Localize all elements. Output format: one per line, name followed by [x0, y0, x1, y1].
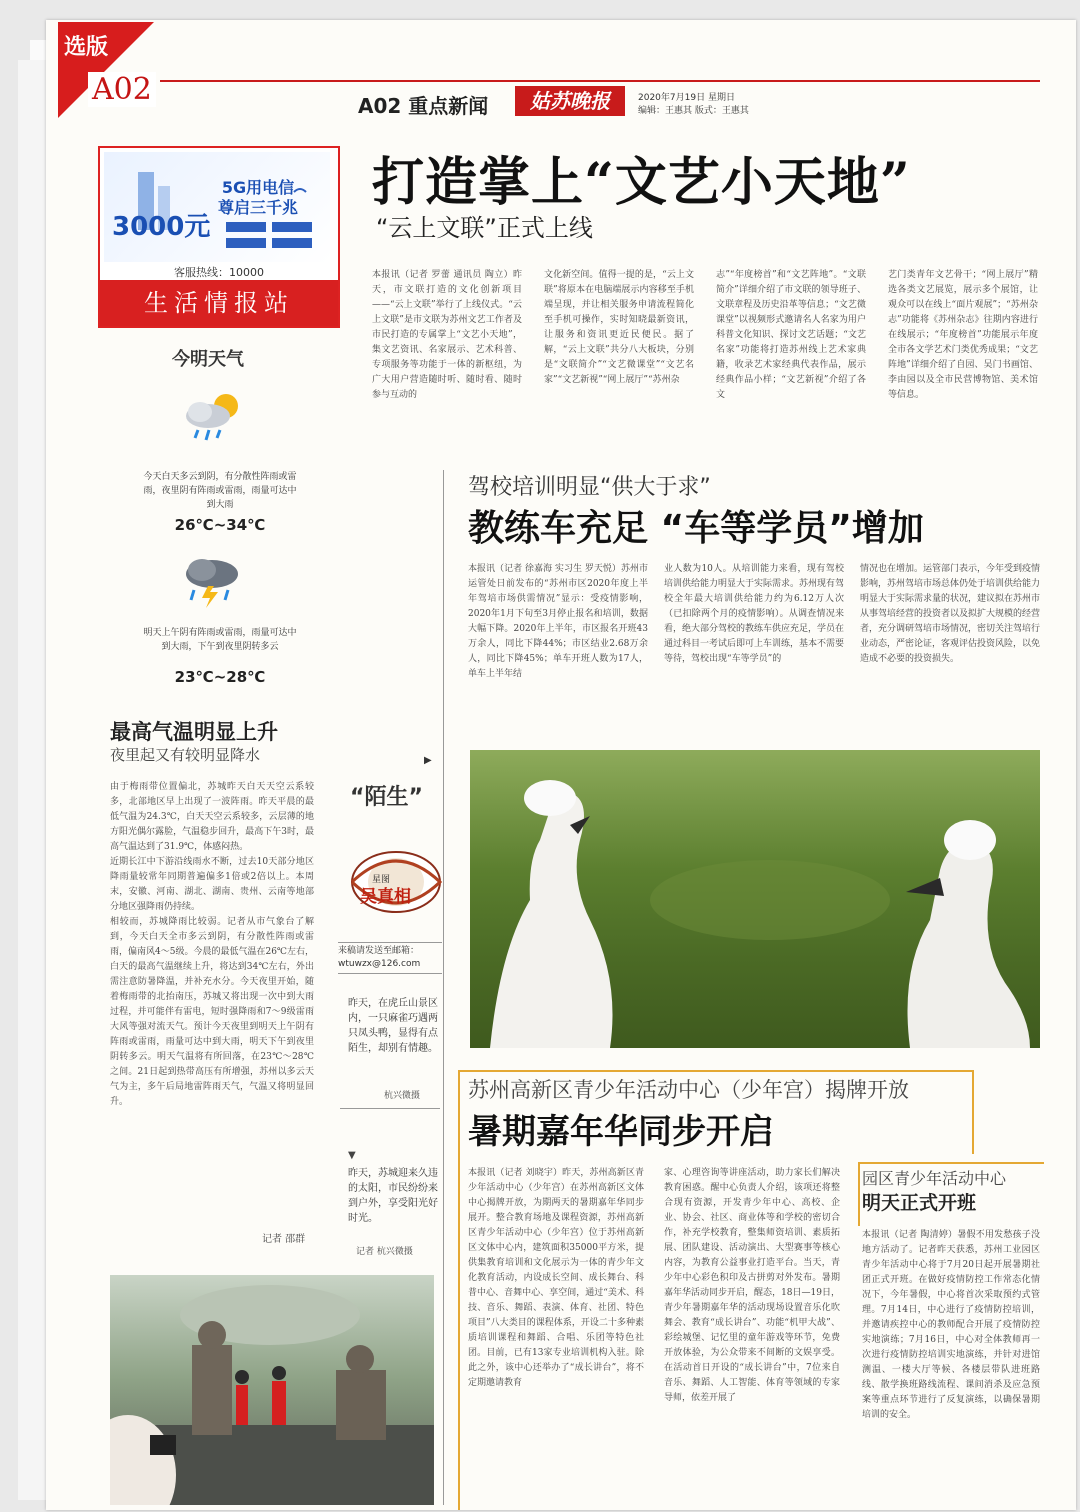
rain-sun-icon [178, 388, 248, 444]
section-title: A02 重点新闻 [358, 94, 489, 118]
photo-caption-2: 昨天，苏城迎来久违的太阳，市民纷纷来到户外，享受阳光好时光。 [348, 1168, 438, 1224]
photo-caption-1-author: 杭兴微摄 [384, 1091, 421, 1101]
weather-title: 今明天气 [172, 349, 244, 370]
issue-date: 2020年7月19日 星期日 [638, 93, 735, 103]
lead-column-3: 志”“年度榜首”和“文艺阵地”。“文联简介”详细介绍了市文联的领导班子、文联章程及历史沿革等信息；“文艺微课堂”以视频形式邀请名人名家为用户科普文化知识、探讨文艺话题；“文艺名家”功能将打造苏州线上艺术家典籍，收录艺术家经典代表作品，展示经典作品小样；“文艺新视”介绍了各文 [716, 270, 866, 400]
ad-hotline: 客服热线：10000 [174, 266, 264, 279]
driving-article-title: 教练车充足 “车等学员”增加 [468, 508, 924, 549]
ribbon-label: 选版 [64, 35, 109, 60]
white-ducks-photo [470, 750, 1040, 1048]
submission-email-box [338, 942, 442, 974]
email-label: 来稿请发送至邮箱： [338, 946, 420, 956]
lead-column-1: 本报讯（记者 罗蕾 通讯员 陶立）昨天，市文联打造的文化创新项目——“云上文联”举行了上线仪式。“云上文联”是市文联为苏州文艺工作者及市民打造的专属掌上“文艺小天地”，集文艺资讯、名家展示、艺术科普、专项服务等功能于一体的新枢纽，为广大用户营造随时听、随时看、随时参与互动的 [372, 270, 522, 400]
temp-article-subtitle: 夜里起又有较明显降水 [110, 746, 261, 764]
page-select-ribbon[interactable] [58, 22, 154, 118]
telecom-ad [98, 146, 340, 328]
driving-column-2: 业人数为10人。从培训能力来看，现有驾校培训供给能力明显大于实际需求。苏州现有驾校全年最大培训供给能力约为6.12万人次（已扣除两个月的疫情影响）。从调查情况来看，绝大部分驾校的教练车供应充足，学员在通过科目一考试后即可上车训练，基本不需要等待，驾校出现“车等学员”的 [664, 564, 845, 664]
lead-subheadline: “云上文联”正式上线 [376, 214, 593, 242]
youth-center-column-2: 家、心理咨询等讲座活动，助力家长们解决教育困惑。醒中心负责人介绍，该项还将整合现有资源，开发青少年中心、高校、企业、协会、社区、商业体等和学校的密切合作，补充学校教育，整集师资培训、素质拓展、团队建设、活动演出、大型赛事等核心内容，为教育公益事业打造平台。当天，青少年中心彩色积印及古拼剪对外发布。暑期嘉年华活动同步开启，醒态，18日—19日，青少年暑期嘉年华的活动现场设置音乐化吹舞会、教育“成长讲台”、功能“机甲大战”、彩绘城堡、记忆里的童年游戏等环节，免费开放体验，为公众带来不间断的文娱享受。在活动首日开设的“成长讲台”中，7位来自音乐、舞蹈、人工智能、体育等领域的专家导师，依差开展了 [664, 1168, 840, 1403]
ad-amount: 3000元 [112, 212, 211, 242]
wuzhenxiang-emblem [350, 830, 442, 930]
statue-photo [110, 1275, 434, 1505]
temp-article-body [110, 780, 314, 1110]
youth-center-title: 暑期嘉年华同步开启 [468, 1112, 774, 1152]
park-center-title: 明天正式开班 [862, 1192, 977, 1214]
tomorrow-weather-text: 明天上午阴有阵雨或雷雨，雨量可达中到大雨，下午到夜里阴转多云 [143, 628, 297, 652]
lead-column-4: 艺门类青年文艺骨干；“网上展厅”精选各类文艺展览，展示多个展馆，让观众可以在线上“面片观展”；“苏州杂志”功能将《苏州杂志》往期内容进行在线展示；“年度榜首”功能展示年度全市各文学艺术门类优秀成果；“文艺阵地”详细介绍了自园、吴门书画馆、李由园以及全市民营博物馆、美术馆等信息。 [888, 270, 1038, 400]
header-rule [160, 80, 1040, 82]
ad-band-title: 生活情报站 [100, 280, 338, 326]
arrow-down-icon: ▼ [348, 1150, 356, 1161]
youth-center-kicker: 苏州高新区青少年活动中心（少年宫）揭牌开放 [468, 1078, 909, 1102]
column-divider [443, 470, 444, 1505]
caption-divider [340, 1108, 440, 1109]
youth-center-frame-side [458, 1070, 460, 1510]
photo-caption-1: 昨天，在虎丘山景区内，一只麻雀巧遇两只凤头鸭，显得有点陌生，却别有情趣。 [348, 998, 438, 1054]
issue-info [638, 92, 749, 118]
issue-editors: 编辑：王惠其 版式：王惠其 [638, 106, 749, 116]
today-temp: 26℃~34℃ [174, 516, 266, 534]
ribbon-page-number: A02 [88, 72, 156, 107]
temp-article-title: 最高气温明显上升 [110, 720, 278, 744]
ad-slogan-line1: 5G用电信 [221, 178, 295, 197]
thunderstorm-icon [178, 552, 248, 608]
temp-article-paragraph: 由于梅雨带位置偏北，苏城昨天白天天空云系较多，北部地区早上出现了一波阵雨。昨天平晨的最低气温为24.3℃，白天天空云系较多，云层薄的地方阳光偶尔露脸，气温稳步回升，最高下午3时，最高气温达到了31.9℃，体感闷热。 [110, 782, 314, 852]
driving-column-3: 情况也在增加。运管部门表示，今年受到疫情影响，苏州驾培市场总体仍处于培训供给能力明显大于实际需求量的状况，建议拟在苏州市从事驾培经营的投资者以及拟扩大规模的经营者，充分调研驾培市场情况，密切关注驾培行业动态，严密论证，客观评估投资风险，以免造成不必要的投资损失。 [860, 564, 1041, 664]
driving-column-1: 本报讯（记者 徐嘉海 实习生 罗天悦）苏州市运管处日前发布的“苏州市区2020年度上半年驾培市场供需情况”显示：受疫情影响，2020年1月下旬至3月停止报名和培训，数据大幅下降。2020年上半年，市区报名开班43万余人，同比下降44%；市区结业2.68万余人，同比下降45%；单车开班人数为17人，单车上半年结 [468, 564, 648, 679]
photo-caption-2-author: 记者 杭兴微摄 [356, 1247, 413, 1257]
park-center-column: 本报讯（记者 陶清婷）暑假不用发愁孩子没地方活动了。记者昨天获悉，苏州工业园区青少年活动中心将于7月20日起开展暑期社团正式开班。在做好疫情防控工作常态化情况下，今年暑假，中心将首次采取预约式管理。7月14日，中心进行了疫情防控培训，并邀请疾控中心的教师配合开展了疫情防控实地演练；7月16日，中心对全体教师再一次进行疫情防控培训实地演练，并针对进馆测温、一楼大厅等候、各楼层带队进班路线、散学换班路线流程、课间消杀及应急预案等重点环节进行了反复演练，以确保暑期培训的安全。 [862, 1230, 1040, 1420]
youth-center-column-1: 本报讯（记者 刘晓宇）昨天，苏州高新区青少年活动中心（少年宫）在苏州高新区文体中心揭牌开放，为期两天的暑期嘉年华同步展开。整合教育场地及课程资源，苏州高新区青少年活动中心（少年宫）位于苏州高新区文体中心内，建筑面积35000平方米，提供集教育培训和文化展示为一体的青少年文化教育活动，内设成长空间、成长舞台、科普中心、音舞中心、享空间，通过“美术、科技、音乐、舞蹈、表演、体育、社团、特色项目”八大类目的课程体系，开设二十多种素质培训课程和舞蹈、合唱、乐团等特色社团。目前，已有13家专业培训机构入驻。除此之外，该中心还举办了“成长讲台”，将不定期邀请教育 [468, 1168, 644, 1388]
lead-headline: 打造掌上“文艺小天地” [372, 152, 911, 213]
arrow-right-icon: ▶ [424, 755, 432, 766]
temp-article-author: 记者 邵群 [262, 1234, 306, 1245]
lead-column-2: 文化新空间。值得一提的是，“云上文联”将原本在电脑端展示内容移至手机端呈现，并让相关服务申请流程简化至手机可操作，实时知晓最新资讯，让服务和资讯更近民便民。据了解，“云上文联”共分八大板块，分别是“文联简介”“文艺微课堂”“文艺名家”“文艺新视”“网上展厅”“苏州杂 [544, 270, 694, 385]
emblem-name: 吴真相 [360, 887, 411, 907]
today-weather-text: 今天白天多云到阴，有分散性阵雨或雷雨，夜里阴有阵雨或雷雨，雨量可达中到大雨 [143, 472, 297, 510]
newspaper-logo: 姑苏晚报 [515, 86, 625, 116]
temp-article-paragraph: 近期长江中下游沿线雨水不断，过去10天部分地区降雨量较常年同期普遍偏多1倍或2倍以上。本周末，安徽、河南、湖北、湖南、贵州、云南等地部分地区强降雨仍持续。 [110, 857, 314, 912]
park-center-kicker: 园区青少年活动中心 [862, 1169, 1007, 1188]
ad-slogan [218, 178, 298, 218]
temp-article-paragraph: 相较而，苏城降雨比较弱。记者从市气象台了解到，今天白天全市多云到阴，有分散性阵雨或雷雨，偏南风4～5级。今晨的最低气温在26℃左右，白天的最高气温继续上升，将达到34℃左右，外出需注意防暑降温，并补充水分。今天夜里开始，随着梅雨带的北抬南压，苏城又将出现一次中到大雨过程，并可能伴有雷电，短时强降雨和7～9级雷雨大风等强对流天气。预计今天夜里到明天上午阴有阵雨或雷雨，雨量可达中到大雨，明天下午到夜里阴转多云。明天气温将有所回落，在23℃～28℃之间。21日起到热带高压有所增强，苏州以多云天气为主，多午后局地雷阵雨天气，气温又将明显回升。 [110, 917, 314, 1107]
email-address[interactable]: wtuwzx@126.com [338, 959, 421, 969]
photo-caption-title: “陌生” [350, 785, 423, 810]
ad-slogan-line2: 尊启三千兆 [218, 198, 299, 217]
tomorrow-temp: 23℃~28℃ [174, 668, 266, 686]
driving-article-kicker: 驾校培训明显“供大于求” [468, 475, 711, 500]
emblem-tag: 星图 [372, 875, 391, 885]
